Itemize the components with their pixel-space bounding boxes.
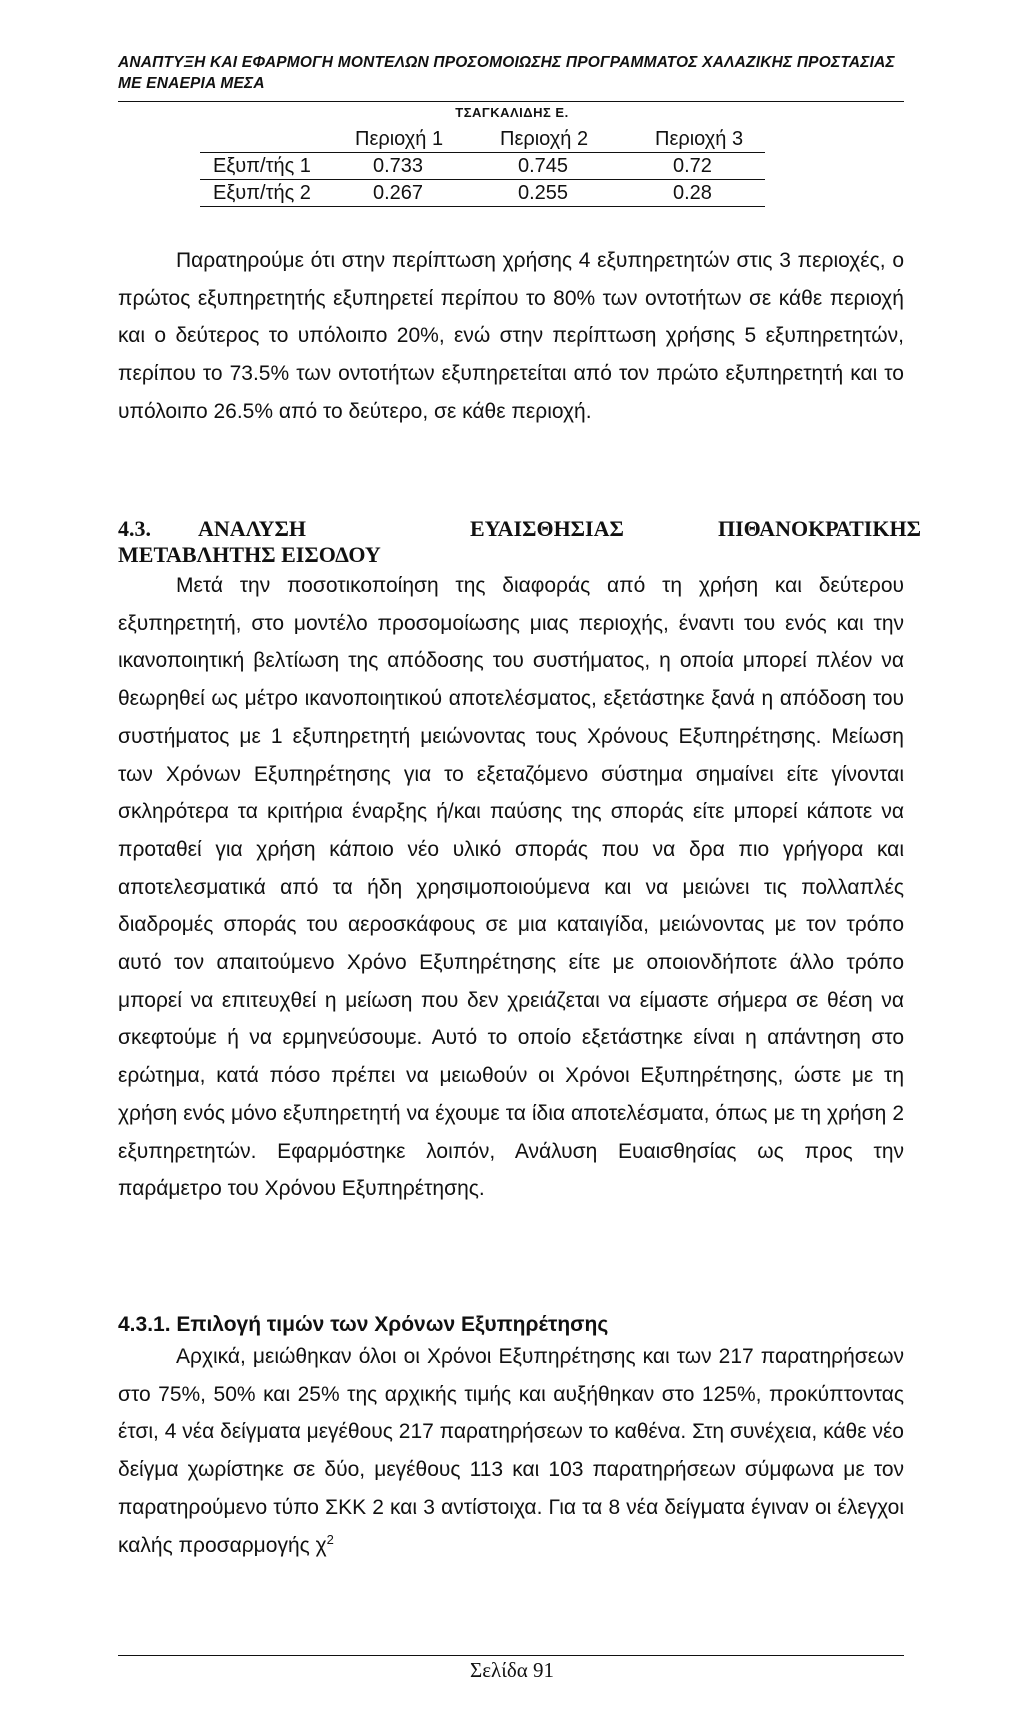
paragraph-2-text: Μετά την ποσοτικοποίηση της διαφοράς από τη χρήση και δεύτερου εξυπηρετητή, στο μοντέλο προσομοίωσης μιας περιοχής, έναντι του ενός και την ικανοποιητική βελτίωση της απόδοσης του συστήματος, η οποία μπορεί πλέον να θεωρηθεί ως μέτρο ικανοποιητικού αποτελέσματος, εξετάστηκε ξανά η απόδοση του συστήματος με 1 εξυπηρετητή μειώνοντας τους Χρόνους Εξυπηρέτησης. Μείωση των Χρόνων Εξυπηρέτησης για το εξεταζόμενο σύστημα σημαίνει είτε γίνονται σκληρότερα τα κριτήρια έναρξης ή/και παύσης της σποράς είτε μπορεί κάποτε να προταθεί για χρήση κάποιο νέο υλικό σποράς που να δρα πιο γρήγορα και αποτελεσματικά από τα ήδη χρησιμοποιούμενα και να μειώνει τις πολλαπλές διαδρομές σποράς του αεροσκάφους σε μια καταιγίδα, μειώνοντας με τον τρόπο αυτό τον απαιτούμενο Χρόνο Εξυπηρέτησης είτε με οποιονδήποτε άλλο τρόπο μπορεί να επιτευχθεί η μείωση που δεν χρειάζεται να είμαστε σήμερα σε θέση να σκεφτούμε ή να ερμηνεύσουμε. Αυτό το οποίο εξετάστηκε είναι η απάντηση στο ερώτημα, κατά πόσο πρέπει να μειωθούν οι Χρόνοι Εξυπηρέτησης, ώστε με τη χρήση ενός μόνο εξυπηρετητή να έχουμε τα ίδια αποτελέσματα, όπως με τη χρήση 2 εξυπηρετητών. Εφαρμόστηκε λοιπόν, Ανάλυση Ευαισθησίας ως προς την παράμετρο του Χρόνου Εξυπηρέτησης.	[118, 574, 904, 1201]
paragraph-3	[118, 1338, 904, 1564]
paragraph-3-text: Αρχικά, μειώθηκαν όλοι οι Χρόνοι Εξυπηρέτησης και των 217 παρατηρήσεων στο 75%, 50% και 25% της αρχικής τιμής και αυξήθηκαν στο 125%, προκύπτοντας έτσι, 4 νέα δείγματα μεγέθους 217 παρατηρήσεων το καθένα. Στη συνέχεια, κάθε νέο δείγμα χωρίστηκε σε δύο, μεγέθους 113 και 103 παρατηρήσεων σύμφωνα με τον παρατηρούμενο τύπο ΣΚΚ 2 και 3 αντίστοιχα. Για τα 8 νέα δείγματα έγιναν οι έλεγχοι καλής προσαρμογής χ	[118, 1345, 904, 1557]
section-number: 4.3.	[118, 516, 151, 541]
header-rule	[118, 101, 904, 102]
subsection-heading: 4.3.1. Επιλογή τιμών των Χρόνων Εξυπηρέτησης	[118, 1313, 609, 1336]
section-title-word: ΕΥΑΙΣΘΗΣΙΑΣ	[470, 516, 624, 541]
table-row-label: Εξυπ/τής 1	[200, 153, 355, 180]
table-header-cell: Περιοχή 2	[500, 126, 655, 153]
table-cell: 0.255	[500, 180, 655, 207]
header-author: ΤΣΑΓΚΑΛΙΔΗΣ Ε.	[455, 105, 569, 120]
superscript: 2	[326, 1531, 334, 1547]
paragraph-2	[118, 567, 904, 1208]
table-cell: 0.72	[655, 153, 765, 180]
table-row	[200, 180, 765, 207]
table-corner	[200, 126, 355, 153]
table-cell: 0.733	[355, 153, 500, 180]
page-number: Σελίδα 91	[469, 1658, 555, 1682]
table-cell: 0.267	[355, 180, 500, 207]
section-title-word: ΑΝΑΛΥΣΗ	[198, 516, 307, 541]
paragraph-1: Παρατηρούμε ότι στην περίπτωση χρήσης 4 εξυπηρετητών στις 3 περιοχές, ο πρώτος εξυπηρετητής εξυπηρετεί περίπου το 80% των οντοτήτων σε κάθε περιοχή και ο δεύτερος το υπόλοιπο 20%, ενώ στην περίπτωση χρήσης 5 εξυπηρετητών, περίπου το 73.5% των οντοτήτων εξυπηρετείται από τον πρώτο εξυπηρετητή και το υπόλοιπο 26.5% από το δεύτερο, σε κάθε περιοχή.	[118, 249, 904, 423]
running-header: ΑΝΑΠΤΥΞΗ ΚΑΙ ΕΦΑΡΜΟΓΗ ΜΟΝΤΕΛΩΝ ΠΡΟΣΟΜΟΙΩΣΗΣ ΠΡΟΓΡΑΜΜΑΤΟΣ ΧΑΛΑΖΙΚΗΣ ΠΡΟΣΤΑΣΙΑΣ ΜΕ ΕΝΑΕΡΙΑ ΜΕΣΑ	[118, 54, 895, 92]
section-title-word: ΠΙΘΑΝΟΚΡΑΤΙΚΗΣ	[718, 516, 921, 541]
section-heading-line2: ΜΕΤΑΒΛΗΤΗΣ ΕΙΣΟΔΟΥ	[118, 542, 381, 567]
section-heading	[118, 516, 921, 541]
table-header-cell: Περιοχή 1	[355, 126, 500, 153]
footer-rule	[118, 1655, 904, 1656]
table-cell: 0.28	[655, 180, 765, 207]
server-share-table	[200, 126, 765, 207]
table-row-label: Εξυπ/τής 2	[200, 180, 355, 207]
table-cell: 0.745	[500, 153, 655, 180]
table-header-cell: Περιοχή 3	[655, 126, 765, 153]
table-row	[200, 153, 765, 180]
